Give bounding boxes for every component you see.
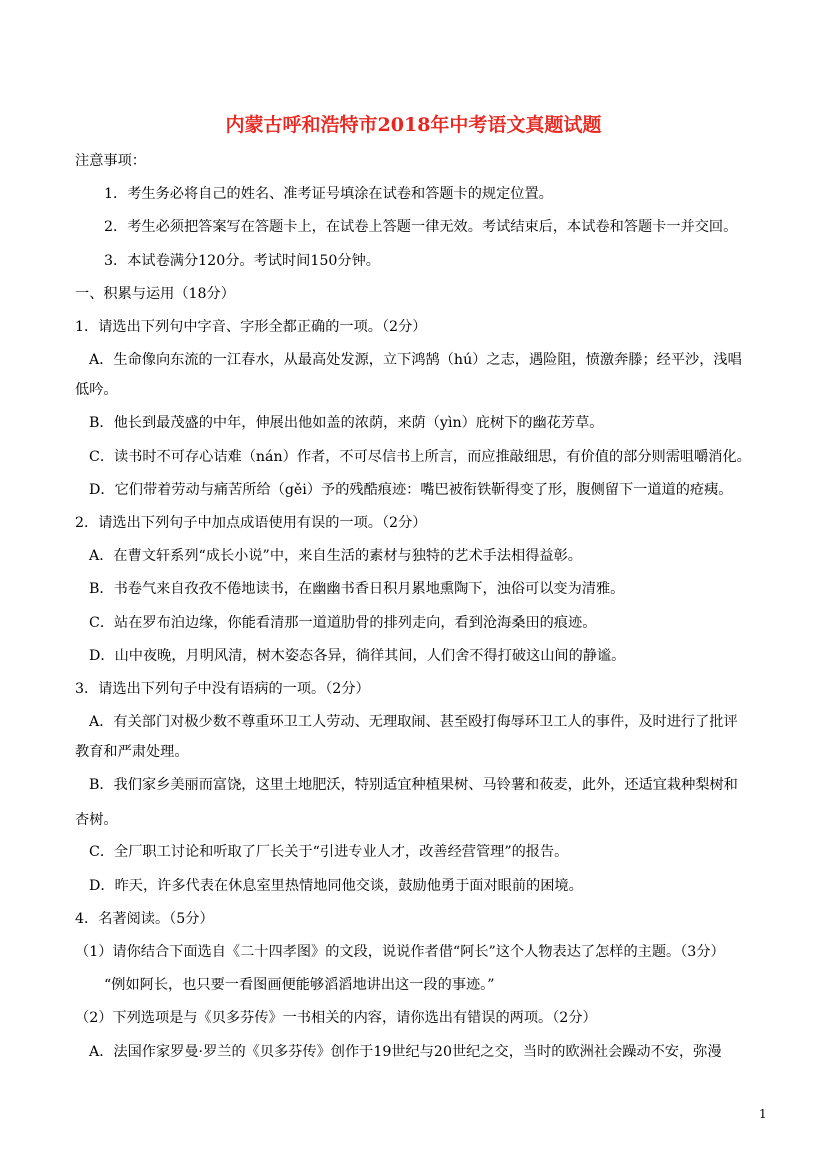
sub-question: （2）下列选项是与《贝多芬传》一书相关的内容，请你选出有错误的两项。（2分）	[75, 1010, 597, 1026]
document-title: 内蒙古呼和浩特市2018年中考语文真题试题	[225, 114, 602, 136]
option-b: B．书卷气来自孜孜不倦地读书，在幽幽书香日积月累地熏陶下，浊俗可以变为清雅。	[89, 581, 625, 597]
option-d: D．它们带着劳动与痛苦所给（gěi）予的残酷痕迹：嘴巴被衔铁靳得变了形，腹侧留下一道道的疮痍。	[89, 482, 733, 498]
notice-heading: 注意事项：	[75, 153, 146, 169]
option-d: D．山中夜晚，月明风清，树木姿态各异，徜徉其间，人们舍不得打破这山间的静谧。	[89, 648, 626, 664]
option-a-continued: 教育和严肃处理。	[75, 744, 189, 760]
section-heading: 一、积累与运用（18分）	[75, 286, 235, 302]
notice-item: 3．本试卷满分120分。考试时间150分钟。	[104, 253, 380, 269]
question-stem: 1．请选出下列句中字音、字形全都正确的一项。（2分）	[75, 319, 427, 335]
notice-item: 1．考生务必将自己的姓名、准考证号填涂在试卷和答题卡的规定位置。	[104, 186, 553, 202]
question-stem: 2．请选出下列句子中加点成语使用有误的一项。（2分）	[75, 515, 427, 531]
option-c: C．全厂职工讨论和听取了厂长关于“引进专业人才，改善经营管理”的报告。	[89, 844, 569, 860]
page-number: 1	[759, 1107, 767, 1121]
option-b: B．我们家乡美丽而富饶，这里土地肥沃，特别适宜种植果树、马铃薯和莜麦，此外，还适宜栽种梨树和	[89, 777, 738, 793]
option-a: A．法国作家罗曼·罗兰的《贝多芬传》创作于19世纪与20世纪之交，当时的欧洲社会躁动不安，弥漫	[89, 1044, 722, 1060]
option-a: A．有关部门对极少数不尊重环卫工人劳动、无理取闹、甚至殴打侮辱环卫工人的事件，及时进行了批评	[89, 714, 738, 730]
notice-item: 2．考生必须把答案写在答题卡上，在试卷上答题一律无效。考试结束后，本试卷和答题卡一并交回。	[104, 219, 738, 235]
option-a: A．生命像向东流的一江春水，从最高处发源，立下鸿鹄（hú）之志，遇险阻，愤激奔滕；经平沙，浅唱	[89, 352, 742, 368]
question-stem: 3．请选出下列句子中没有语病的一项。（2分）	[75, 681, 370, 697]
option-c: C．读书时不可存心诘难（nán）作者，不可尽信书上所言，而应推敲细思，有价值的部分则需咀嚼消化。	[89, 449, 751, 465]
option-a: A．在曹文轩系列“成长小说”中，来自生活的素材与独特的艺术手法相得益彰。	[89, 548, 582, 564]
option-b: B．他长到最茂盛的中年，伸展出他如盖的浓荫，来荫（yìn）庇树下的幽花芳草。	[89, 415, 604, 431]
sub-question: （1）请你结合下面选自《二十四孝图》的文段，说说作者借“阿长”这个人物表达了怎样的主题。（3分）	[75, 944, 725, 960]
option-a-continued: 低吟。	[75, 382, 118, 398]
option-b-continued: 杏树。	[75, 812, 118, 828]
option-d: D．昨天，许多代表在休息室里热情地同他交谈，鼓励他勇于面对眼前的困境。	[89, 878, 583, 894]
question-stem: 4．名著阅读。（5分）	[75, 911, 214, 927]
option-c: C．站在罗布泊边缘，你能看清那一道道肋骨的排列走向，看到沧海桑田的痕迹。	[89, 615, 597, 631]
quote-text: “例如阿长，也只要一看图画便能够滔滔地讲出这一段的事迹。”	[104, 977, 495, 993]
